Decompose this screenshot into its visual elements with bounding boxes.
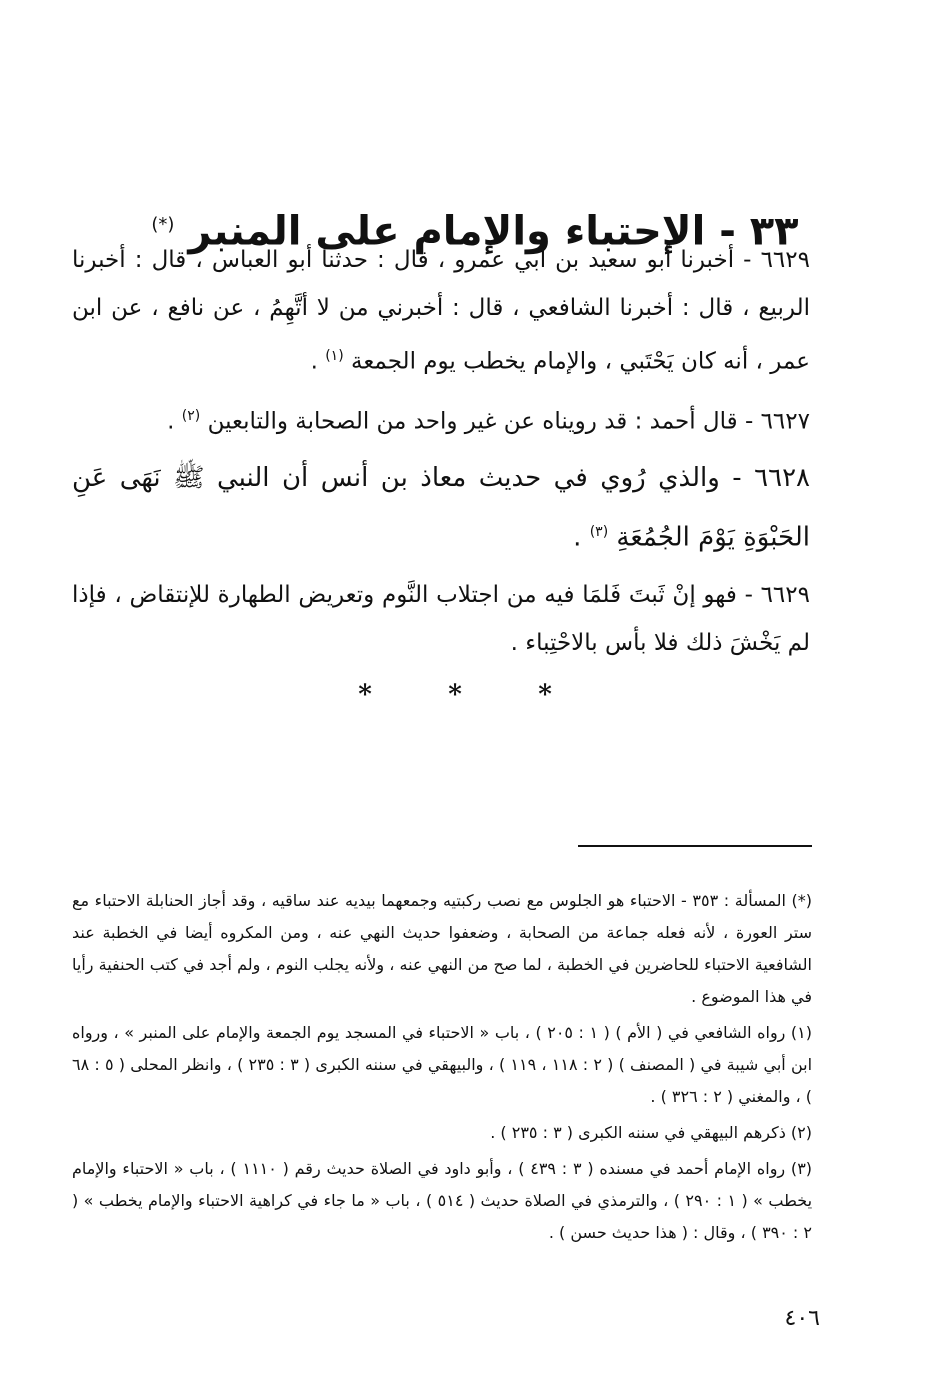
paragraph-6629-second xyxy=(72,571,810,667)
footnote-1: (١) رواه الشافعي في ( الأم ) ( ١ : ٢٠٥ ) ، باب « الاحتباء في المسجد يوم الجمعة والإمام على المنبر » ، ورواه ابن أبي شيبة في ( المصنف ) ( ٢ : ١١٨ ، ١١٩ ) ، والبيهقي في سننه الكبرى ( ٣ : ٢٣٥ ) ، وانظر المحلى ( ٥ : ٦٨ ) ، والمغني ( ٢ : ٣٢٦ ) . xyxy=(72,1023,813,1106)
footnote-divider xyxy=(578,845,812,847)
main-text xyxy=(72,236,810,673)
footnote-star: (*) المسألة : ٣٥٣ - الاحتباء هو الجلوس مع نصب ركبتيه وجمعهما بيديه عند ساقيه ، وقد أجاز الحنابلة الاحتباء مع ستر العورة ، لأنه فعله جماعة من الصحابة ، وضعفوا حديث النهي عنه ، ومن المكروه أيضا في الخطبة عند الشافعية الاحتباء للحاضرين في الخطبة ، لما صح من النهي عنه ، ولأنه يجلب النوم ، ولم أجد في كتب الحنفية رأيا في هذا الموضوع . xyxy=(72,891,812,1006)
separator-star-icon: * xyxy=(448,680,462,710)
footnote-ref: (٣) xyxy=(589,524,609,541)
paragraph-text: ٦٦٢٩ - أخبرنا أبو سعيد بن أبي عمرو ، قال : حدثنا أبو العباس ، قال : أخبرنا الربيع ، قال : أخبرنا الشافعي ، قال : أخبرني من لا أتَّهِمُ ، عن نافع ، عن ابن عمر ، أنه كان يَحْتَبي ، والإمام يخطب يوم الجمعة xyxy=(72,247,810,375)
section-separator xyxy=(350,680,560,710)
chapter-title-marker: (*) xyxy=(151,213,175,235)
page-number: ٤٠٦ xyxy=(784,1306,820,1331)
separator-star-icon: * xyxy=(538,680,552,710)
paragraph-text: ٦٦٢٨ - والذي رُوي في حديث معاذ بن أنس أن النبي ﷺ نَهَى عَنِ الحَبْوَةِ يَوْمَ الجُمُعَةِ xyxy=(72,463,810,553)
footnote-ref: (١) xyxy=(325,348,344,364)
paragraph-end: . xyxy=(167,408,182,435)
paragraph-text: ٦٦٢٩ - فهو إنْ ثَبتَ فَلمَا فيه من اجتلاب النَّوم وتعريض الطهارة للإنتقاض ، فإذا لم يَخْشَ ذلك فلا بأس بالاحْتِباء . xyxy=(72,581,810,656)
footnote-3: (٣) رواه الإمام أحمد في مسنده ( ٣ : ٤٣٩ ) ، وأبو داود في الصلاة حديث رقم ( ١١١٠ ) ، باب « الاحتباء والإمام يخطب » ( ١ : ٢٩٠ ) ، والترمذي في الصلاة حديث ( ٥١٤ ) ، باب « ما جاء في كراهية الاحتباء والإمام يخطب » ( ٢ : ٣٩٠ ) ، وقال : ( هذا حديث حسن ) . xyxy=(72,1159,813,1242)
separator-star-icon: * xyxy=(358,680,372,710)
paragraph-6628 xyxy=(72,451,810,565)
footnote-2: (٢) ذكرهم البيهقي في سننه الكبرى ( ٣ : ٢٣٥ ) . xyxy=(490,1123,812,1142)
paragraph-text: ٦٦٢٧ - قال أحمد : قد رويناه عن غير واحد من الصحابة والتابعين xyxy=(207,408,810,435)
paragraph-end: . xyxy=(573,522,590,553)
chapter-title-text: ٣٣ - الإحتباء والإمام على المنبر xyxy=(188,208,799,255)
paragraph-6627 xyxy=(72,392,810,446)
paragraph-6629-first xyxy=(72,236,810,386)
footnote-ref: (٢) xyxy=(181,407,201,424)
footnotes xyxy=(72,885,812,1253)
paragraph-end: . xyxy=(310,348,326,375)
